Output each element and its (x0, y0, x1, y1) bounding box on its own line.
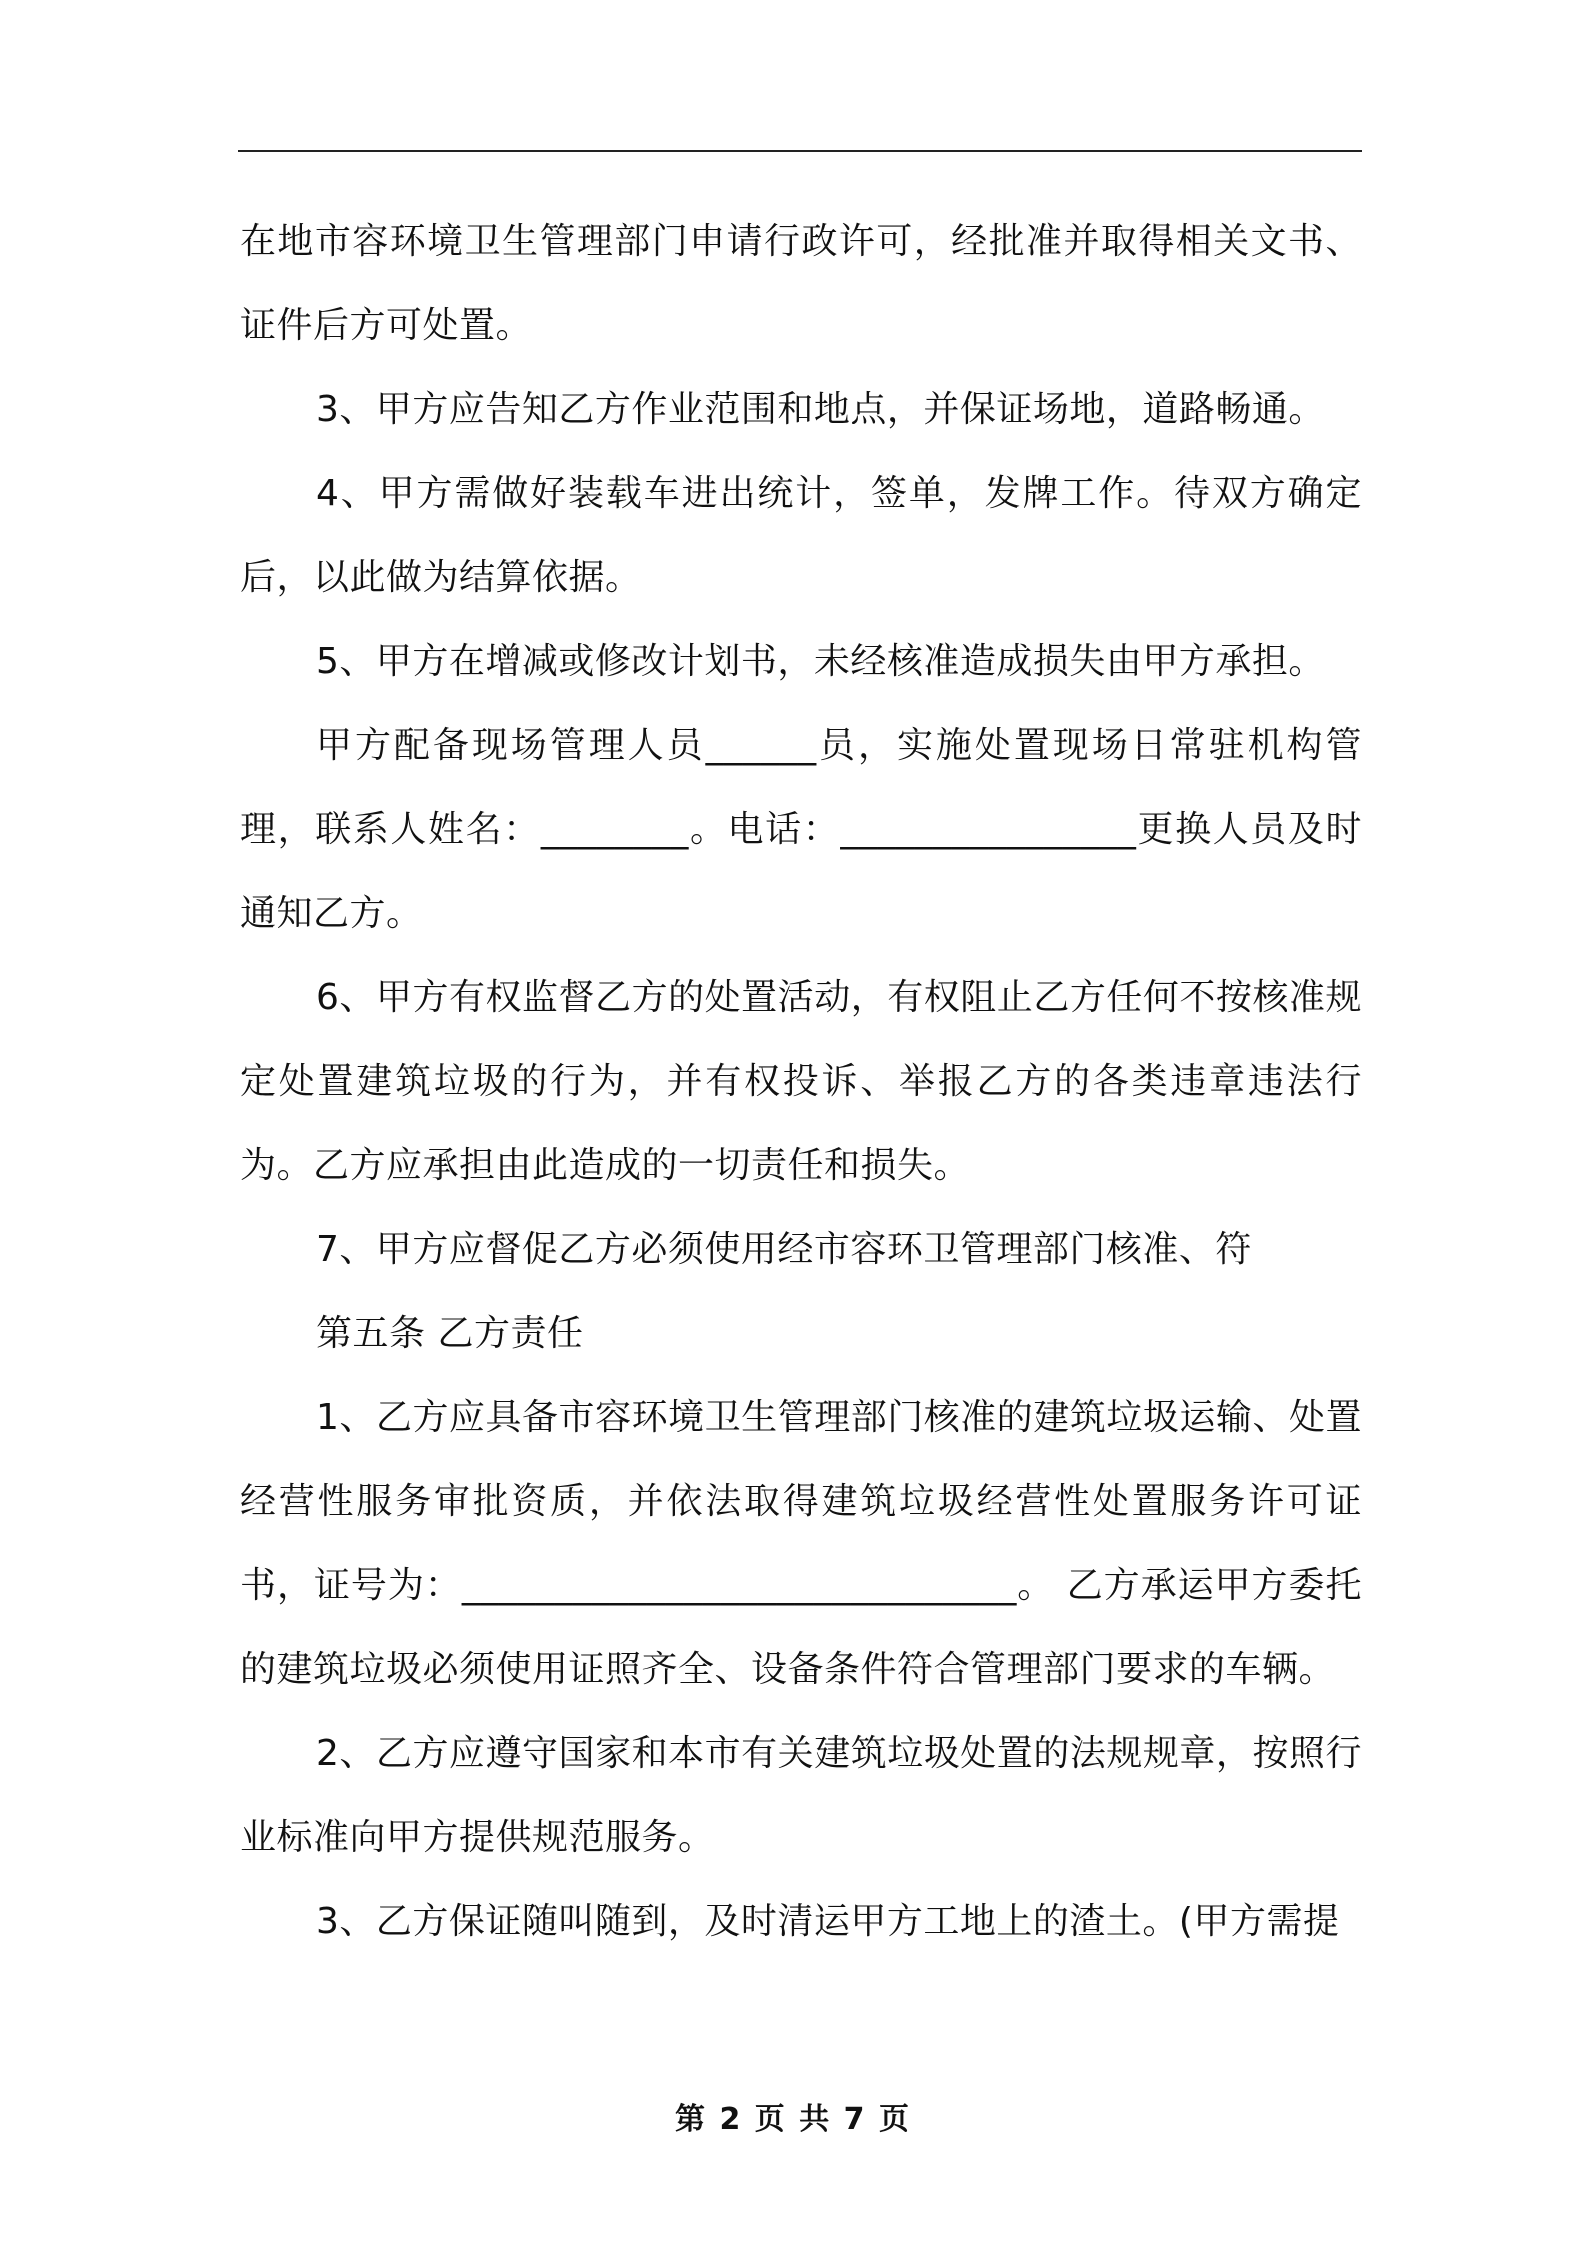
paragraph-party-a-item-3: 3、甲方应告知乙方作业范围和地点，并保证场地，道路畅通。 (316, 389, 1325, 430)
paragraph-party-a-staff-contact: 甲方配备现场管理人员______员，实施处置现场日常驻机构管理，联系人姓名：________。电话：________________更换人员及时通知乙方。 (240, 725, 1362, 934)
paragraph-party-b-item-2: 2、乙方应遵守国家和本市有关建筑垃圾处置的法规规章，按照行业标准向甲方提供规范服务。 (240, 1733, 1362, 1858)
paragraph-party-a-item-4: 4、甲方需做好装载车进出统计，签单，发牌工作。待双方确定后，以此做为结算依据。 (240, 473, 1362, 598)
paragraph-party-a-item-5: 5、甲方在增减或修改计划书，未经核准造成损失由甲方承担。 (316, 641, 1325, 682)
document-body (240, 200, 1362, 1964)
paragraph-party-b-item-3: 3、乙方保证随叫随到，及时清运甲方工地上的渣土。(甲方需提 (316, 1901, 1340, 1942)
article-5-heading: 第五条 乙方责任 (316, 1313, 584, 1354)
paragraph-party-a-item-6: 6、甲方有权监督乙方的处置活动，有权阻止乙方任何不按核准规定处置建筑垃圾的行为，并有权投诉、举报乙方的各类违章违法行为。乙方应承担由此造成的一切责任和损失。 (240, 977, 1362, 1186)
paragraph-continuation: 在地市容环境卫生管理部门申请行政许可，经批准并取得相关文书、证件后方可处置。 (240, 221, 1362, 346)
paragraph-party-b-item-1: 1、乙方应具备市容环境卫生管理部门核准的建筑垃圾运输、处置经营性服务审批资质，并依法取得建筑垃圾经营性处置服务许可证书，证号为：______________________________。 乙方承运甲方委托的建筑垃圾必须使用证照齐全、设备条件符合管理部门要求的车辆。 (240, 1397, 1362, 1690)
header-divider (238, 150, 1362, 152)
paragraph-party-a-item-7: 7、甲方应督促乙方必须使用经市容环卫管理部门核准、符 (316, 1229, 1252, 1270)
page-number-indicator: 第 2 页 共 7 页 (675, 2102, 911, 2137)
